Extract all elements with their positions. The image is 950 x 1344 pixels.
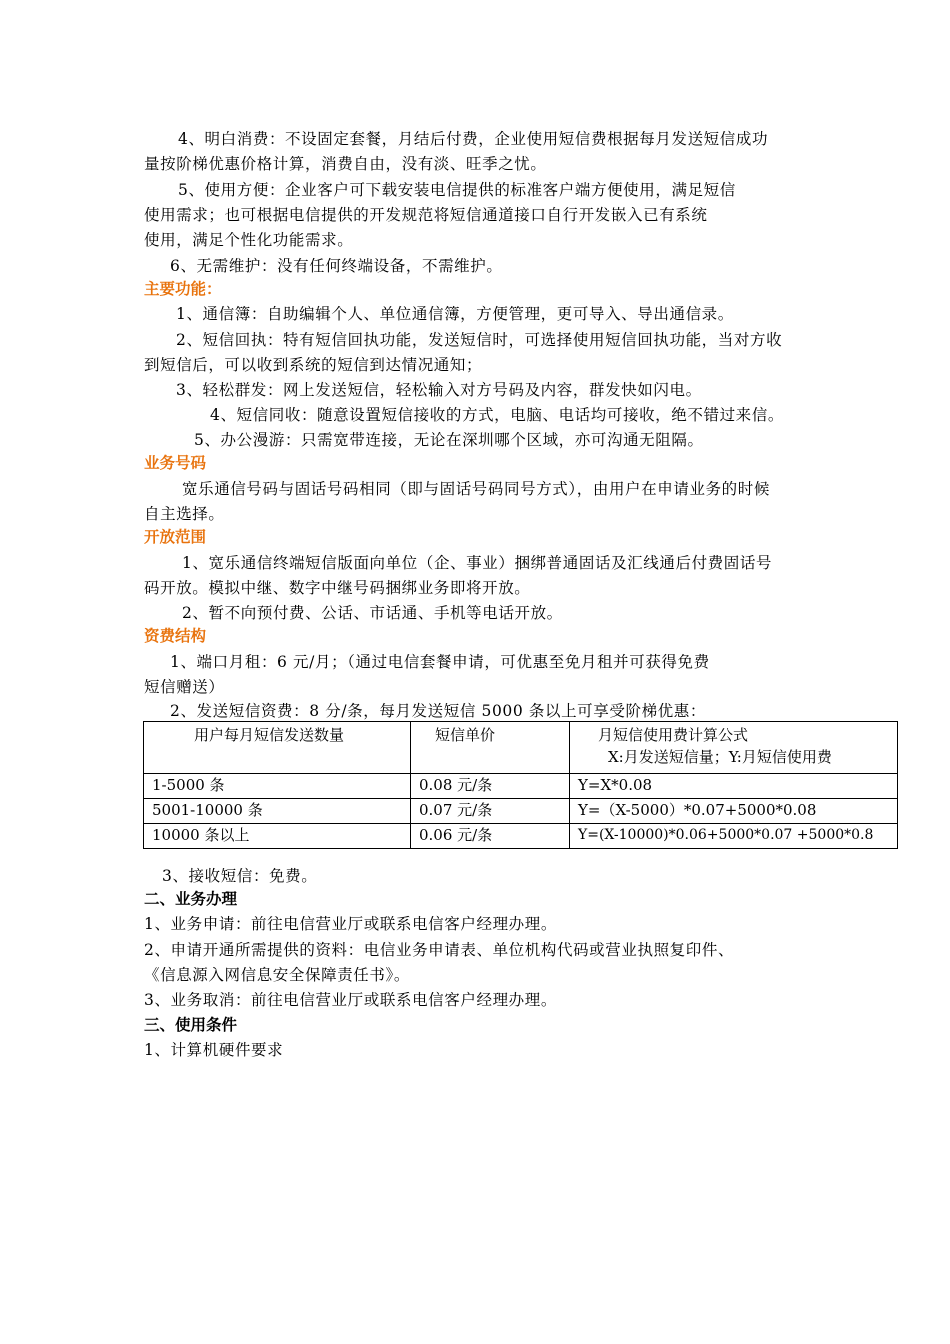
fee-table <box>143 721 898 849</box>
fee-2: 2、发送短信资费：8 分/条，每月发送短信 5000 条以上可享受阶梯优惠： <box>170 702 706 720</box>
table-row <box>144 799 898 824</box>
header-formula-legend: X:月发送短信量；Y:月短信使用费 <box>608 748 832 766</box>
service-number-heading: 业务号码 <box>144 454 207 472</box>
qty-cell: 1-5000 条 <box>144 774 411 799</box>
function-5: 5、办公漫游：只需宽带连接，无论在深圳哪个区域，亦可沟通无阻隔。 <box>194 431 704 449</box>
header-quantity <box>144 722 411 774</box>
table-row <box>144 824 898 849</box>
function-2-line1: 2、短信回执：特有短信回执功能，发送短信时，可选择使用短信回执功能，当对方收 <box>176 331 783 349</box>
section2-item3: 3、业务取消：前往电信营业厅或联系电信客户经理办理。 <box>144 991 557 1009</box>
open-scope-1-line1: 1、宽乐通信终端短信版面向单位（企、事业）捆绑普通固话及汇线通后付费固话号 <box>182 554 773 572</box>
function-1: 1、通信簿：自助编辑个人、单位通信簿，方便管理，更可导入、导出通信录。 <box>176 305 734 323</box>
price-cell: 0.08 元/条 <box>411 774 570 799</box>
section2-heading: 二、业务办理 <box>144 890 238 908</box>
formula-cell: Y=(X-10000)*0.06+5000*0.07 +5000*0.8 <box>570 824 898 849</box>
advantage-5-line3: 使用，满足个性化功能需求。 <box>144 231 354 249</box>
function-2-line2: 到短信后，可以收到系统的短信到达情况通知； <box>144 356 483 374</box>
formula-cell: Y=X*0.08 <box>570 774 898 799</box>
fee-3: 3、接收短信：免费。 <box>162 867 318 885</box>
section2-item2-line2: 《信息源入网信息安全保障责任书》。 <box>144 966 410 984</box>
function-3: 3、轻松群发：网上发送短信，轻松输入对方号码及内容，群发快如闪电。 <box>176 381 702 399</box>
header-formula <box>570 722 898 774</box>
main-functions-heading: 主要功能： <box>144 280 222 298</box>
section2-item2-line1: 2、申请开通所需提供的资料：电信业务申请表、单位机构代码或营业执照复印件、 <box>144 941 735 959</box>
service-number-line1: 宽乐通信号码与固话号码相同（即与固话号码同号方式），由用户在申请业务的时候 <box>182 480 770 498</box>
function-4: 4、短信同收：随意设置短信接收的方式，电脑、电话均可接收，绝不错过来信。 <box>210 406 784 424</box>
advantage-4-line1: 4、明白消费：不设固定套餐，月结后付费，企业使用短信费根据每月发送短信成功 <box>178 130 769 148</box>
header-formula-title: 月短信使用费计算公式 <box>598 726 749 744</box>
advantage-5-line1: 5、使用方便：企业客户可下载安装电信提供的标准客户端方便使用，满足短信 <box>178 181 736 199</box>
price-cell: 0.06 元/条 <box>411 824 570 849</box>
open-scope-heading: 开放范围 <box>144 528 207 546</box>
qty-cell: 5001-10000 条 <box>144 799 411 824</box>
open-scope-2: 2、暂不向预付费、公话、市话通、手机等电话开放。 <box>182 604 563 622</box>
header-quantity-label: 用户每月短信发送数量 <box>194 726 345 744</box>
fee-1-line1: 1、端口月租：6 元/月；（通过电信套餐申请，可优惠至免月租并可获得免费 <box>170 653 710 671</box>
service-number-line2: 自主选择。 <box>144 505 225 523</box>
section3-item1: 1、计算机硬件要求 <box>144 1041 284 1059</box>
price-cell: 0.07 元/条 <box>411 799 570 824</box>
fee-structure-heading: 资费结构 <box>144 627 207 645</box>
fee-table-header-row <box>144 722 898 774</box>
advantage-6: 6、无需维护：没有任何终端设备，不需维护。 <box>170 257 503 275</box>
section3-heading: 三、使用条件 <box>144 1016 238 1034</box>
header-price-label: 短信单价 <box>435 726 496 744</box>
header-price <box>411 722 570 774</box>
open-scope-1-line2: 码开放。模拟中继、数字中继号码捆绑业务即将开放。 <box>144 579 531 597</box>
advantage-5-line2: 使用需求；也可根据电信提供的开发规范将短信通道接口自行开发嵌入已有系统 <box>144 206 708 224</box>
fee-1-line2: 短信赠送） <box>144 678 225 696</box>
advantage-4-line2: 量按阶梯优惠价格计算，消费自由，没有淡、旺季之忧。 <box>144 155 547 173</box>
qty-cell: 10000 条以上 <box>144 824 411 849</box>
formula-cell: Y=（X-5000）*0.07+5000*0.08 <box>570 799 898 824</box>
table-row <box>144 774 898 799</box>
section2-item1: 1、业务申请：前往电信营业厅或联系电信客户经理办理。 <box>144 915 557 933</box>
